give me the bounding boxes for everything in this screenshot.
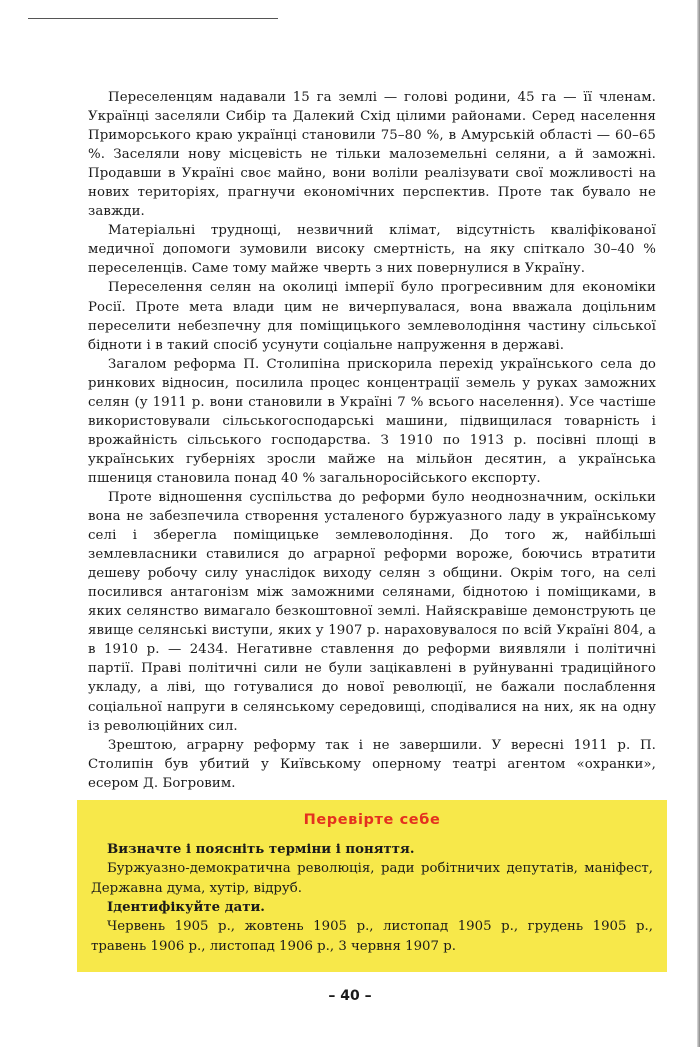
dates-heading: Ідентифікуйте дати. bbox=[107, 900, 265, 915]
review-box-title: Перевірте себе bbox=[303, 812, 441, 828]
main-text bbox=[88, 88, 656, 793]
paragraph: Зрештою, аграрну реформу так і не завершили. У вересні 1911 р. П. Столипін був убитий у Київському оперному театрі агентом «охранки», есером Д. Богровим. bbox=[88, 737, 656, 791]
review-box bbox=[77, 800, 667, 972]
terms-text: Буржуазно-демократична революція, ради робітничих депутатів, маніфест, Державна дума, хутір, відруб. bbox=[91, 861, 653, 896]
paragraph: Загалом реформа П. Столипіна прискорила перехід українського села до ринкових відносин, посилила процес концентрації земель у руках заможних селян (у 1911 р. вони становили в Україні 7 % всього населення). Усе частіше використовували сільськогосподарські машини, підвищилася товарність і врожайність сільського господарства. З 1910 по 1913 р. посівні площі в українських губерніях зросли майже на мільйон десятин, а українська пшениця становила понад 40 % загальноросійського експорту. bbox=[88, 356, 656, 486]
terms-heading: Визначте і поясніть терміни і поняття. bbox=[107, 842, 415, 857]
paragraph: Проте відношення суспільства до реформи було неоднозначним, оскільки вона не забезпечила створення усталеного буржуазного ладу в українському селі і зберегла поміщицьке землеволодіння. До того ж, найбільші землевласники ставилися до аграрної реформи вороже, боючись втратити дешеву робочу силу унаслідок виходу селян з общини. Окрім того, на селі посилився антагонізм між заможними селянами, біднотою і поміщиками, в яких селянство вимагало безкоштовної землі. Найяскравіше демонструють це явище селянські виступи, яких у 1907 р. нараховувалося по всій Україні 804, а в 1910 р. — 2434. Негативне ставлення до реформи виявляли і політичні партії. Праві політичні сили не були зацікавлені в руйнуванні традиційного укладу, а ліві, що готувалися до нової революції, не бажали послаблення соціальної напруги в селянському середовищі, сподівалися на них, як на одну із революційних сил. bbox=[88, 489, 656, 734]
dates-text: Червень 1905 р., жовтень 1905 р., листопад 1905 р., грудень 1905 р., травень 1906 р., листопад 1906 р., 3 червня 1907 р. bbox=[91, 919, 653, 954]
paragraph: Переселенцям надавали 15 га землі — голові родини, 45 га — її членам. Українці заселяли Сибір та Далекий Схід цілими районами. Серед населення Приморського краю українці становили 75–80 %, в Амурській області — 60–65 %. Заселяли нову місцевість не тільки малоземельні селяни, а й заможні. Продавши в Україні своє майно, вони воліли реалізувати свої можливості на нових територіях, прагнучи економічних перспектив. Проте так бувало не завжди. bbox=[88, 90, 656, 220]
header-rule bbox=[28, 18, 278, 19]
paragraph: Матеріальні труднощі, незвичний клімат, відсутність кваліфікованої медичної допомоги зумовили високу смертність, на яку спіткало 30–40 % переселенців. Саме тому майже чверть з них повернулися в Україну. bbox=[88, 223, 656, 277]
page-number: – 40 – bbox=[328, 988, 372, 1004]
paragraph: Переселення селян на околиці імперії було прогресивним для економіки Росії. Проте мета влади цим не вичерпувалася, вона вважала доцільним переселити небезпечну для поміщицького землеволодіння частину сільської бідноти і в такий спосіб усунути соціальне напруження в державі. bbox=[88, 280, 656, 353]
